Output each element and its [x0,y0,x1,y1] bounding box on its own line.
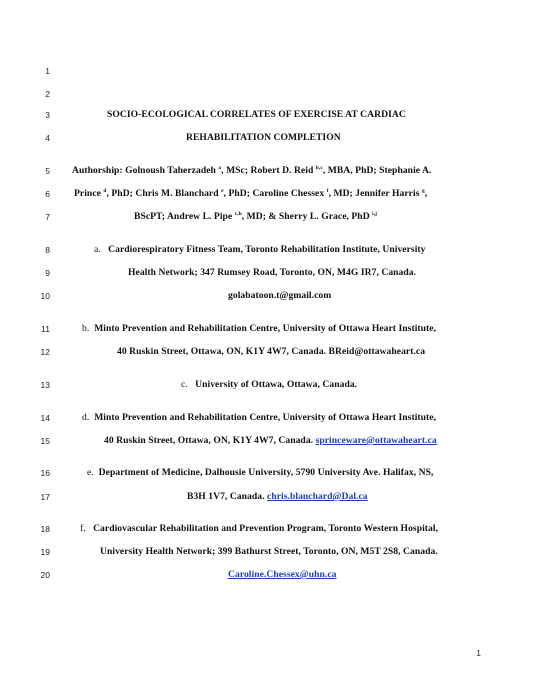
line-number: 6 [45,189,50,199]
line-number: 8 [45,245,50,255]
line-number: 20 [40,570,50,580]
line-number: 2 [45,89,50,99]
email-link[interactable]: Caroline.Chessex@uhn.ca [228,569,337,580]
affiliation-marker: a. [94,244,101,255]
line-number: 18 [40,524,50,534]
affiliation-a-line-2: Health Network; 347 Rumsey Road, Toronto, ON, M4G IR7, Canada. [128,267,417,278]
affiliation-d-line-1: d. Minto Prevention and Rehabilitation Centre, University of Ottawa Heart Institute, [82,412,437,423]
author-line-3: BScPT; Andrew L. Pipe $^{c,h}$, MD; & Sherry L. Grace, PhD $^{i,j}$ [134,210,378,222]
line-number: 19 [40,547,50,557]
line-number: 3 [45,110,50,120]
email-link[interactable]: chris.blanchard@Dal.ca [267,491,368,502]
line-number: 13 [40,380,50,390]
affiliation-f-line-2: University Health Network; 399 Bathurst Street, Toronto, ON, M5T 2S8, Canada. [100,546,438,557]
line-number: 15 [40,436,50,446]
affiliation-e-line-2: B3H 1V7, Canada. chris.blanchard@Dal.ca [187,491,368,502]
line-number: 5 [45,166,50,176]
paper-title-line-1: SOCIO-ECOLOGICAL CORRELATES OF EXERCISE AT CARDIAC [107,109,406,120]
line-number: 16 [40,468,50,478]
affiliation-e-line-1: e. Department of Medicine, Dalhousie University, 5790 University Ave. Halifax, NS, [87,467,434,478]
line-number: 10 [40,291,50,301]
line-number: 17 [40,492,50,502]
affiliation-a-email: golabatoon.t@gmail.com [228,290,332,301]
affiliation-c-line-1: c. University of Ottawa, Ottawa, Canada. [181,379,358,390]
line-number: 1 [45,66,50,76]
email-link[interactable]: sprinceware@ottawaheart.ca [315,435,437,446]
author-line-1: Authorship: Golnoush Taherzadeh $^a$, MSc; Robert D. Reid $^{b,c}$, MBA, PhD; Stephanie A. [72,164,432,176]
line-number: 7 [45,212,50,222]
affiliation-a-line-1: a. Cardiorespiratory Fitness Team, Toronto Rehabilitation Institute, University [94,244,426,255]
paper-title-line-2: REHABILITATION COMPLETION [186,132,341,143]
line-number: 9 [45,268,50,278]
line-number: 12 [40,347,50,357]
affiliation-marker: b. [82,323,90,334]
affiliation-f-email [228,569,337,580]
page-number: 1 [476,648,481,658]
affiliation-marker: e. [87,467,94,478]
line-number: 11 [41,324,50,334]
affiliation-marker: d. [82,412,90,423]
affiliation-b-line-1: b. Minto Prevention and Rehabilitation Centre, University of Ottawa Heart Institute, [82,323,437,334]
line-number: 4 [45,133,50,143]
author-line-2: Prince $^d$, PhD; Chris M. Blanchard $^e$, PhD; Caroline Chessex $^f$, MD; Jennifer Harris $^g$, [74,187,428,199]
affiliation-marker: c. [181,379,188,390]
affiliation-marker: f. [80,523,86,534]
line-number: 14 [40,413,50,423]
affiliation-d-line-2: 40 Ruskin Street, Ottawa, ON, K1Y 4W7, Canada. sprinceware@ottawaheart.ca [104,435,437,446]
affiliation-b-line-2: 40 Ruskin Street, Ottawa, ON, K1Y 4W7, Canada. BReid@ottawaheart.ca [117,346,426,357]
affiliation-f-line-1: f. Cardiovascular Rehabilitation and Prevention Program, Toronto Western Hospital, [80,523,439,534]
